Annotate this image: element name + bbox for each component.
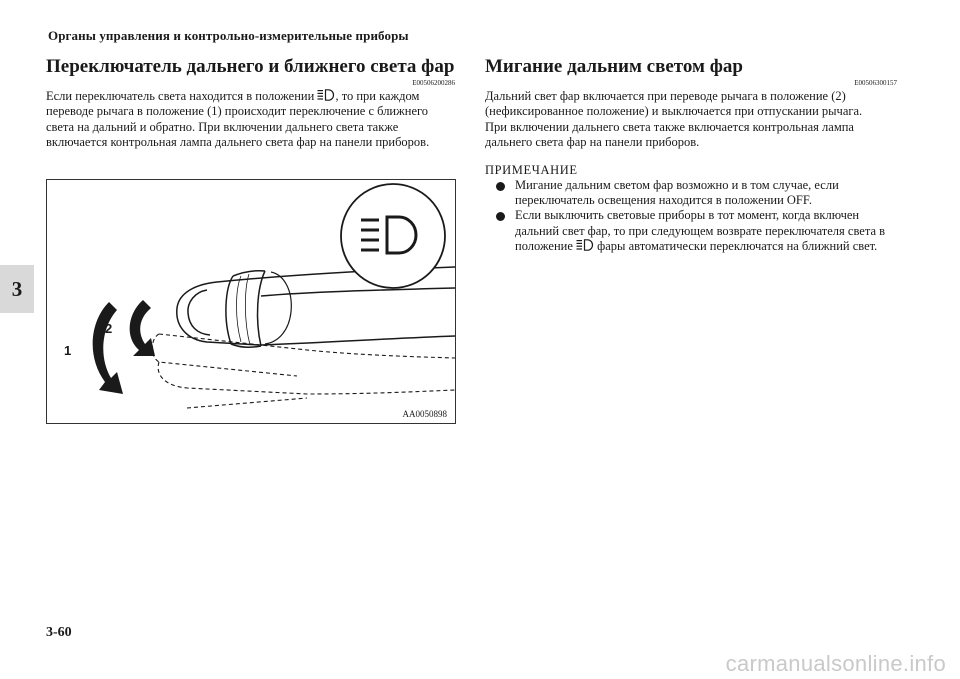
inset-circle (341, 184, 445, 288)
paragraph-text-part2: , то при каждом переводе рычага в положение (1) происходит переключение с ближнего света на дальний и обратно. При включении дальнего света также включается контрольная лампа дальнего света фар на панели приборов. (46, 89, 430, 150)
right-column (485, 55, 897, 255)
high-beam-icon (317, 89, 335, 101)
position-label-1: 1 (64, 343, 72, 358)
note-heading: ПРИМЕЧАНИЕ (485, 162, 578, 177)
flash-paragraph-2: При включении дальнего света также включается контрольная лампа дальнего света фар на панели приборов. (485, 119, 854, 150)
paragraph-text-part1: Если переключатель света находится в положении (46, 89, 315, 103)
note-text-part1: Если выключить световые приборы в тот момент, когда включен дальний свет фар, то при следующем возврате переключателя света в положение (515, 208, 886, 254)
beam-switch-paragraph (46, 89, 455, 151)
low-beam-icon (576, 239, 594, 251)
page-number: 3-60 (46, 625, 72, 640)
section-title-beam-switch: Переключатель дальнего и ближнего света фар (46, 56, 455, 77)
watermark: carmanualsonline.info (725, 651, 946, 676)
chapter-tab: 3 (0, 265, 34, 313)
note-item (485, 208, 897, 254)
note-text-part2: фары автоматически переключатся на ближний свет. (597, 239, 878, 254)
running-header: Органы управления и контрольно-измерительные приборы (48, 28, 409, 43)
flash-paragraph-1: Дальний свет фар включается при переводе рычага в положение (2) (нефиксированное положение) и выключается при отпускании рычага. (485, 89, 863, 119)
bullet-icon (496, 212, 505, 221)
note-item (485, 178, 897, 209)
lever-figure (46, 179, 456, 424)
note-text: Мигание дальним светом фар возможно и в том случае, если переключатель освещения находится в положении OFF. (515, 177, 839, 208)
arrow-curved-icon (130, 300, 155, 356)
arrow-curved-icon (93, 302, 123, 394)
section-code: E00506300157 (854, 79, 897, 87)
figure-id: AA0050898 (402, 409, 447, 419)
section-code: E00506200286 (412, 79, 455, 87)
bullet-icon (496, 182, 505, 191)
left-column (46, 55, 455, 151)
position-label-2: 2 (105, 321, 113, 336)
lever-illustration (47, 180, 455, 423)
notes-list (485, 178, 897, 255)
section-title-flash: Мигание дальним светом фар (485, 56, 743, 77)
